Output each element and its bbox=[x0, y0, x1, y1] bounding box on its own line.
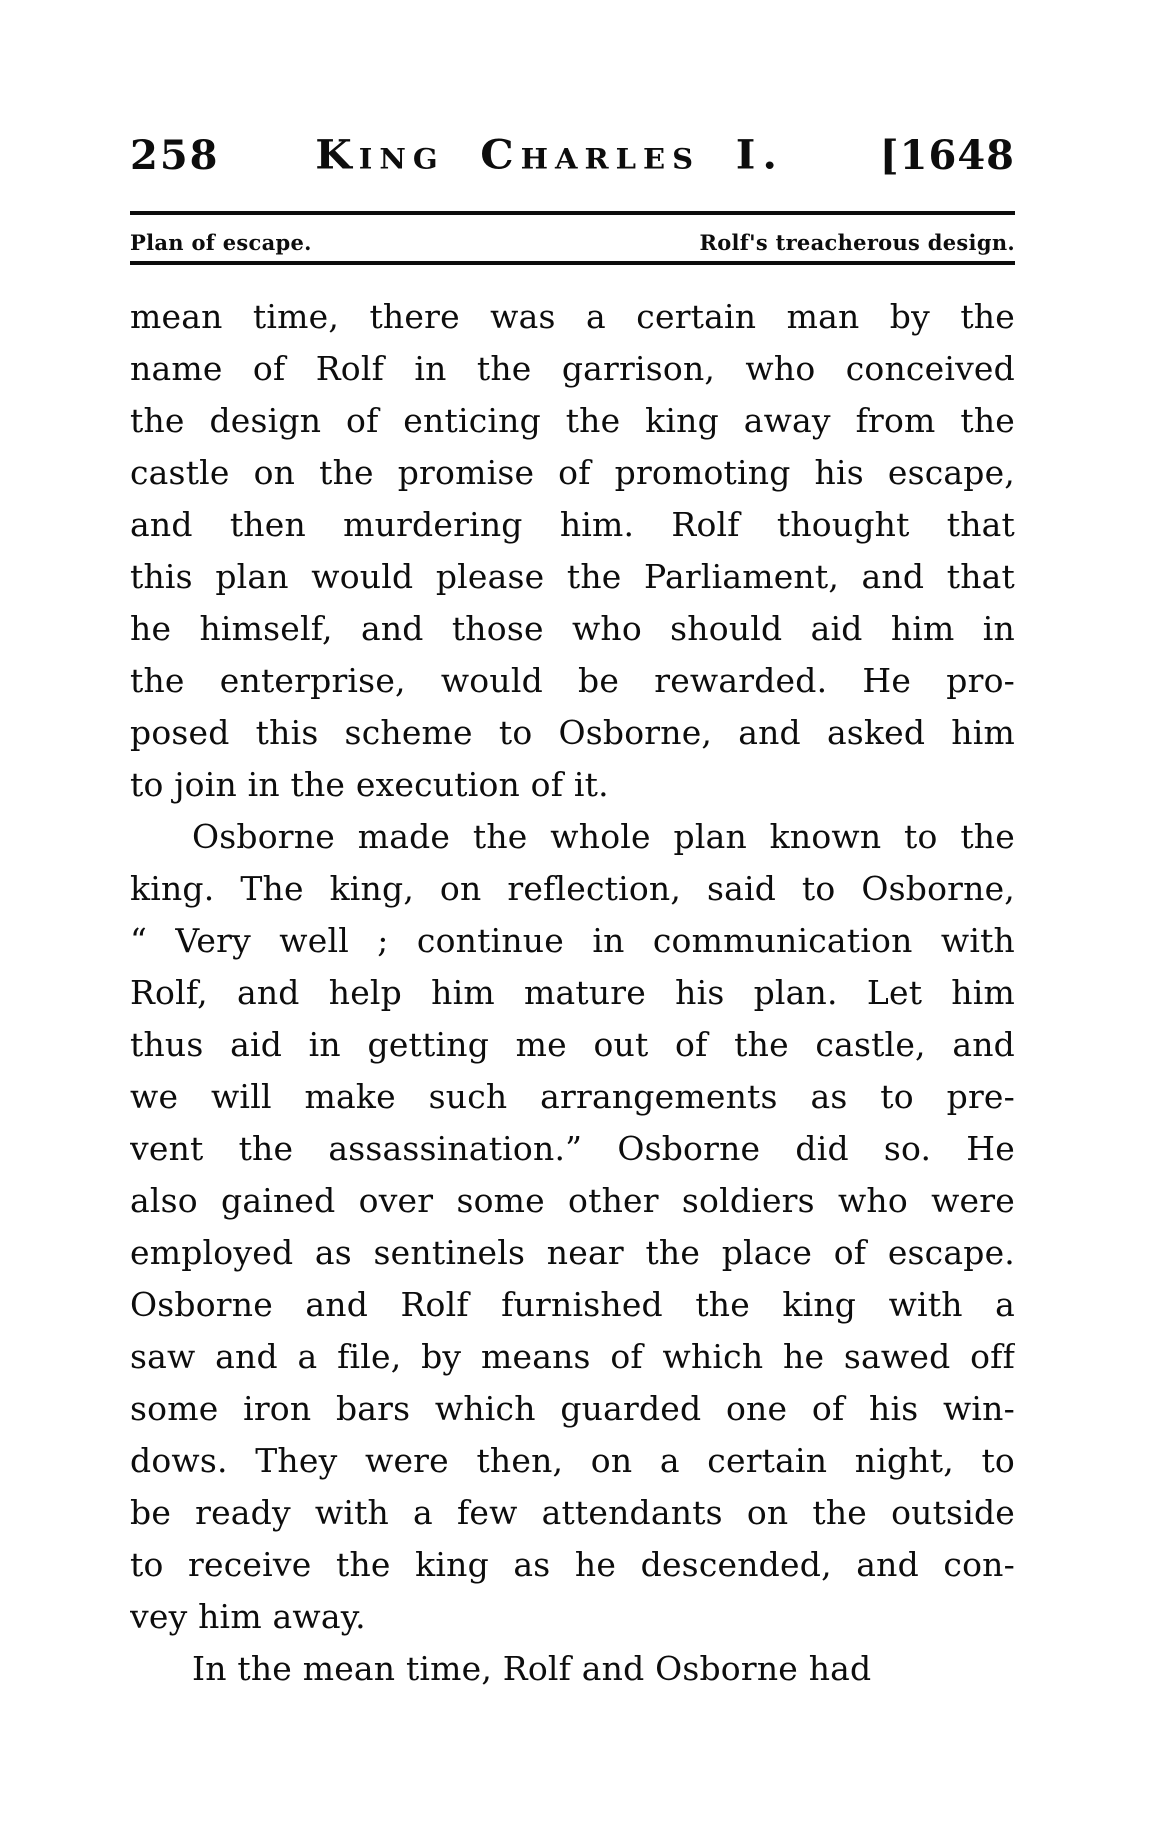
body-text bbox=[130, 291, 1015, 1695]
body-line: dows. They were then, on a certain night, to bbox=[130, 1441, 1015, 1480]
caption-right: Rolf's treacherous design. bbox=[699, 230, 1015, 255]
body-line: saw and a file, by means of which he sawed off bbox=[130, 1337, 1015, 1376]
body-line: vey him away. bbox=[130, 1597, 366, 1636]
body-line: also gained over some other soldiers who were bbox=[130, 1181, 1015, 1220]
body-line: Osborne and Rolf furnished the king with a bbox=[130, 1285, 1015, 1324]
body-line: employed as sentinels near the place of escape. bbox=[130, 1233, 1015, 1272]
body-line: Osborne made the whole plan known to the bbox=[192, 817, 1015, 856]
body-line: to receive the king as he descended, and con- bbox=[130, 1545, 1015, 1584]
body-line: the design of enticing the king away from the bbox=[130, 401, 1015, 440]
body-line: some iron bars which guarded one of his win- bbox=[130, 1389, 1015, 1428]
running-title: King Charles I. bbox=[315, 130, 784, 179]
body-line: thus aid in getting me out of the castle, and bbox=[130, 1025, 1015, 1064]
body-line: and then murdering him. Rolf thought that bbox=[130, 505, 1015, 544]
header-year: [1648 bbox=[879, 132, 1015, 179]
body-line: castle on the promise of promoting his escape, bbox=[130, 453, 1015, 492]
body-line: mean time, there was a certain man by the bbox=[130, 297, 1015, 336]
body-line: this plan would please the Parliament, and that bbox=[130, 557, 1015, 596]
body-line: posed this scheme to Osborne, and asked him bbox=[130, 713, 1015, 752]
caption-row bbox=[130, 222, 1015, 258]
body-line: vent the assassination.” Osborne did so. He bbox=[130, 1129, 1015, 1168]
body-line: we will make such arrangements as to pre- bbox=[130, 1077, 1015, 1116]
body-line: the enterprise, would be rewarded. He pro- bbox=[130, 661, 1015, 700]
header-rule-bottom bbox=[130, 261, 1015, 265]
body-line: In the mean time, Rolf and Osborne had bbox=[192, 1649, 872, 1688]
body-line: he himself, and those who should aid him in bbox=[130, 609, 1015, 648]
body-line: Rolf, and help him mature his plan. Let him bbox=[130, 973, 1015, 1012]
body-line: name of Rolf in the garrison, who conceived bbox=[130, 349, 1015, 388]
body-line: to join in the execution of it. bbox=[130, 765, 609, 804]
body-line: king. The king, on reflection, said to Osborne, bbox=[130, 869, 1015, 908]
page-number: 258 bbox=[130, 132, 220, 179]
running-header bbox=[130, 130, 1015, 182]
body-line: be ready with a few attendants on the outside bbox=[130, 1493, 1015, 1532]
caption-left: Plan of escape. bbox=[130, 230, 312, 255]
header-rule-top bbox=[130, 211, 1015, 215]
body-line: “ Very well ; continue in communication with bbox=[130, 921, 1015, 960]
